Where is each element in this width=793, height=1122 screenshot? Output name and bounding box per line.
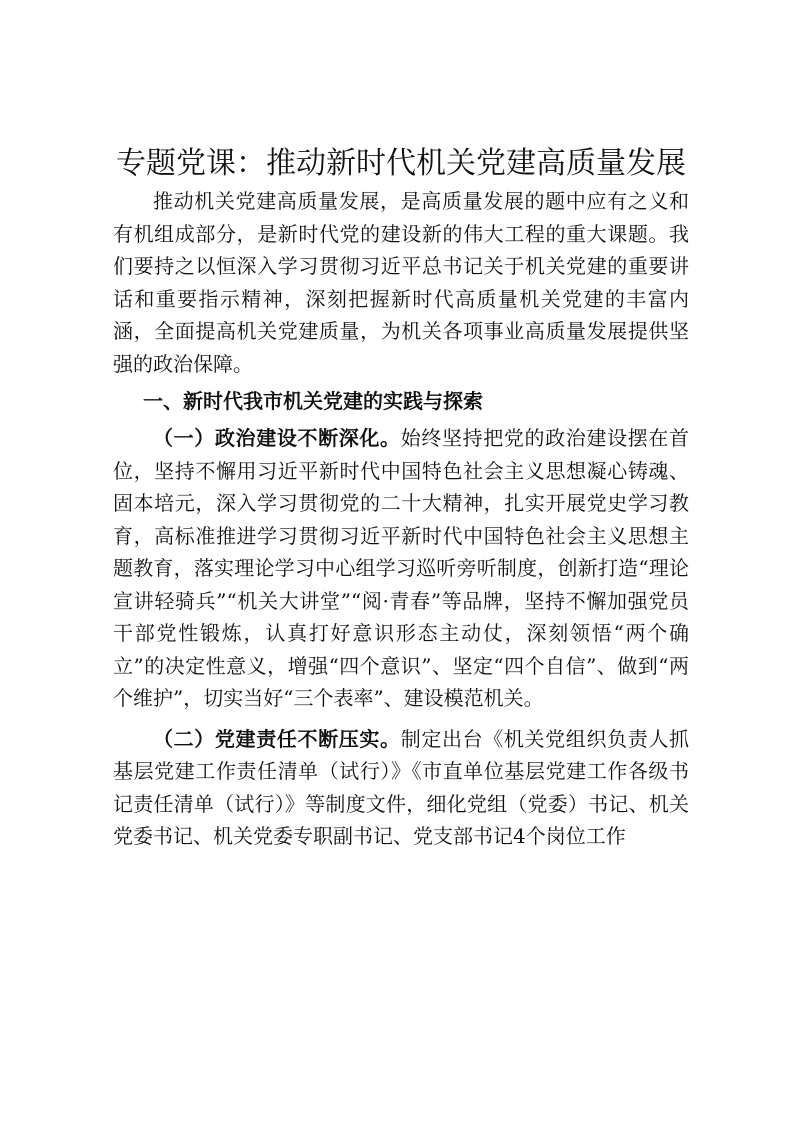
section-item-2-text: 制定出台《机关党组织负责人抓基层党建工作责任清单（试行）》《市直单位基层党建工作各级书记责任清单（试行）》等制度文件，细化党组（党委）书记、机关党委书记、机关党委专职副书记、党支部书记4个岗位工作: [113, 726, 690, 848]
document-title: 专题党课：推动新时代机关党建高质量发展: [116, 146, 686, 181]
section-item-1-label: （一）政治建设不断深化。: [153, 426, 401, 450]
intro-paragraph: 推动机关党建高质量发展，是高质量发展的题中应有之义和有机组成部分，是新时代党的建设新的伟大工程的重大课题。我们要持之以恒深入学习贯彻习近平总书记关于机关党建的重要讲话和重要指示精神，深刻把握新时代高质量机关党建的丰富内涵，全面提高机关党建质量，为机关各项事业高质量发展提供坚强的政治保障。: [113, 189, 689, 376]
section-item-2-label: （二）党建责任不断压实。: [153, 726, 401, 751]
section-item-1-text: 始终坚持把党的政治建设摆在首位，坚持不懈用习近平新时代中国特色社会主义思想凝心铸魂、固本培元，深入学习贯彻党的二十大精神，扎实开展党史学习教育，高标准推进学习贯彻习近平新时代中国特色社会主义思想主题教育，落实理论学习中心组学习巡听旁听制度，创新打造“理论宣讲轻骑兵”“机关大讲堂”“阅·青春”等品牌，坚持不懈加强党员干部党性锻炼，认真打好意识形态主动仗，深刻领悟“两个确立”的决定性意义，增强“四个意识”、坚定“四个自信”、做到“两个维护”，切实当好“三个表率”、建设模范机关。: [113, 426, 690, 710]
document-page: [113, 146, 689, 853]
section-item-2: [113, 723, 689, 853]
section-item-1: [113, 422, 689, 715]
section-heading: 一、新时代我市机关党建的实践与探索: [143, 389, 483, 413]
